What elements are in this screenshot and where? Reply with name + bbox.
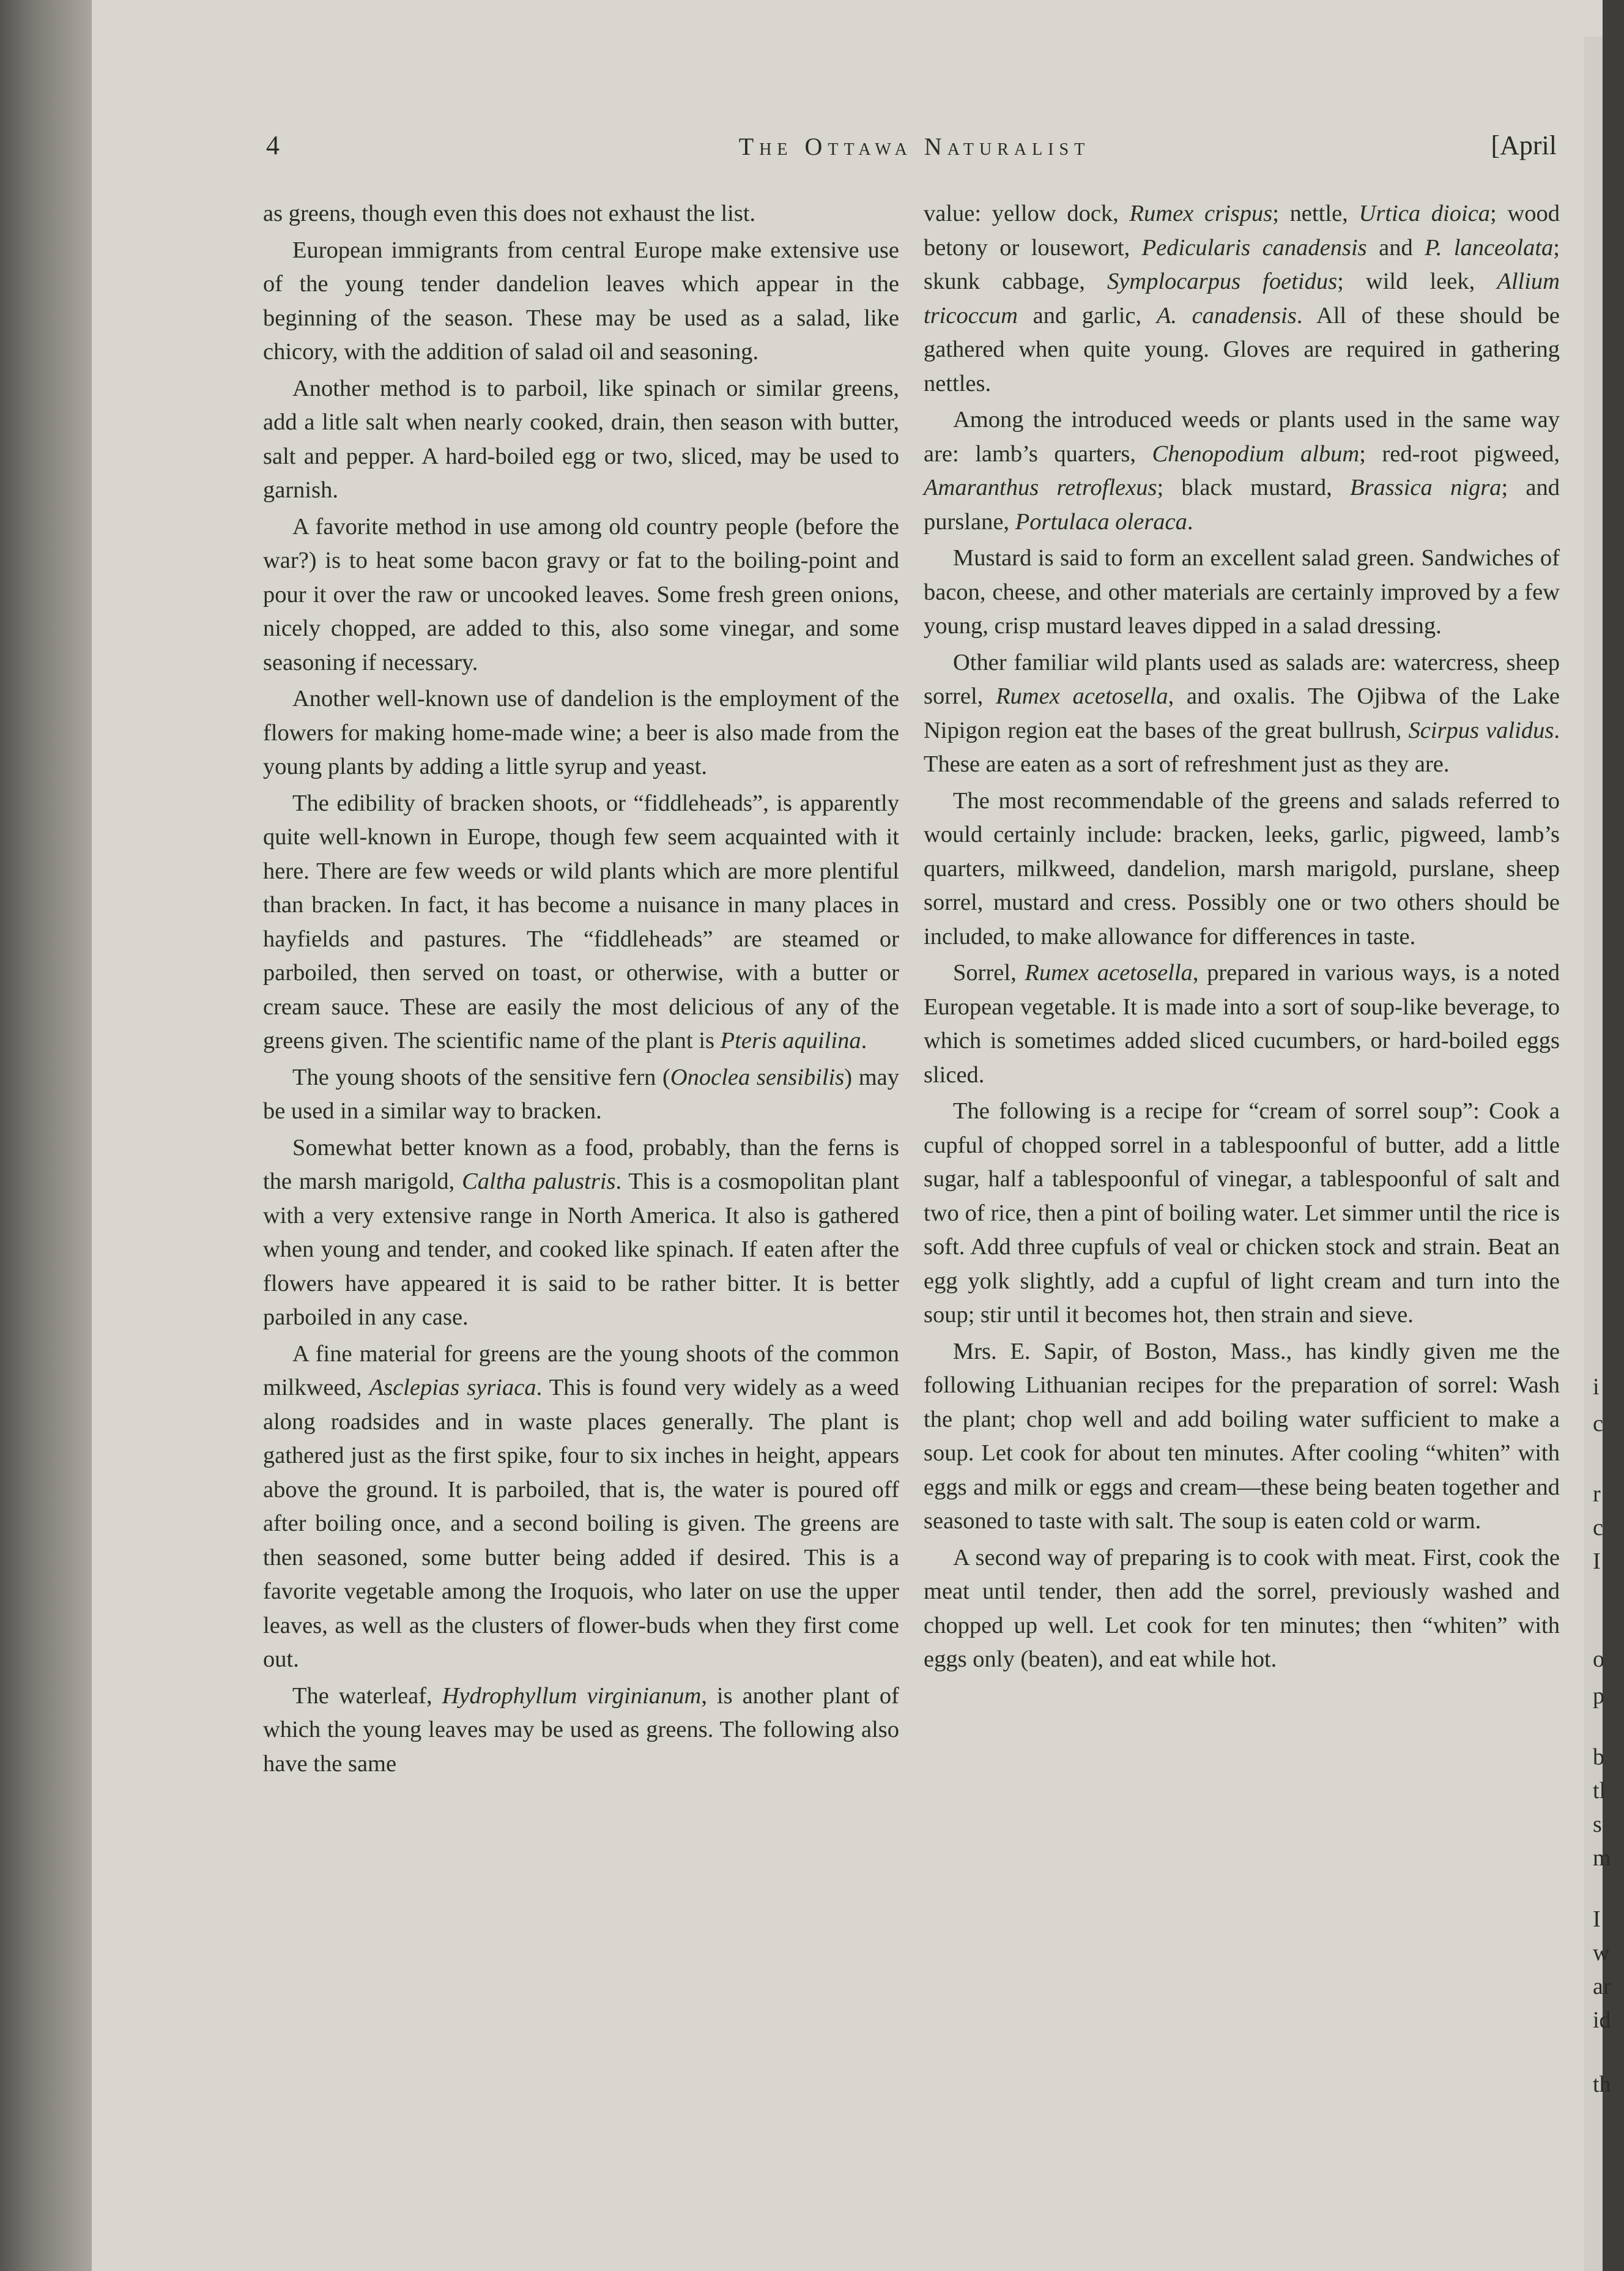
paragraph: [263, 1131, 899, 1335]
paragraph: [924, 1541, 1560, 1677]
text-run: Sorrel,: [953, 960, 1025, 986]
running-header: [266, 130, 1563, 173]
text-run: Another method is to parboil, like spinach or similar greens, add a litle salt when nearly cooked, drain, then season with butter, salt and pepper. A hard-boiled egg or two, sliced, may be used to garnish.: [263, 375, 899, 503]
margin-fragment: r: [1593, 1481, 1601, 1507]
species-name: Caltha palustris: [462, 1169, 616, 1194]
margin-fragment: s: [1593, 1812, 1602, 1837]
species-name: Brassica nigra: [1349, 475, 1502, 500]
paragraph: [924, 956, 1560, 1092]
right-column: [924, 197, 1560, 2240]
text-run: The waterleaf,: [292, 1682, 442, 1709]
species-name: Amaranthus retroflexus: [924, 475, 1157, 500]
text-run: Somewhat better known as a food, probably, than the ferns is the marsh marigold,: [263, 1134, 899, 1194]
paragraph: [924, 541, 1560, 644]
text-run: Mustard is said to form an excellent salad green. Sandwiches of bacon, cheese, and other materials are certainly improved by a few young, crisp mustard leaves dipped in a salad dressing.: [924, 545, 1560, 639]
paragraph: [263, 1337, 899, 1677]
text-run: value: yellow dock,: [924, 201, 1130, 226]
text-run: . This is found very widely as a weed along roadsides and in waste places generally. The plant is gathered just as the first spike, four to six inches in height, appears above the ground. It is parboiled, that is, the water is poured off after boiling once, and a second boiling is given. The greens are then seasoned, some butter being added if desired. This is a favorite vegetable among the Iroquois, who later on use the upper leaves, as well as the clusters of flower-buds when they first come out.: [263, 1375, 900, 1672]
text-run: ; red-root pigweed,: [1359, 440, 1560, 467]
species-name: A. canadensis: [1156, 302, 1297, 329]
text-run: . These are eaten as a sort of refreshment just as they are.: [924, 717, 1560, 777]
species-name: Asclepias syriaca: [369, 1375, 536, 1400]
paragraph: [263, 682, 899, 784]
text-run: ; and purslane,: [924, 475, 1560, 535]
margin-fragment: id: [1593, 2007, 1611, 2033]
margin-fragment: p: [1593, 1683, 1604, 1709]
margin-fragment: I: [1593, 1906, 1601, 1932]
text-run: , prepared in various ways, is a noted European vegetable. It is made into a sort of soup-like beverage, to which is sometimes added sliced cucumbers, or hard-boiled eggs sliced.: [924, 960, 1560, 1088]
margin-fragment: w: [1593, 1940, 1610, 1966]
paragraph: [924, 1095, 1560, 1332]
text-run: Another well-known use of dandelion is the employment of the flowers for making home-made wine; a beer is also made from the young plants by adding a little syrup and yeast.: [263, 686, 899, 779]
margin-fragment: b: [1593, 1744, 1604, 1770]
paragraph: [924, 646, 1560, 782]
species-name: Rumex acetosella: [996, 683, 1168, 709]
margin-fragment: th: [1593, 2072, 1611, 2097]
paragraph: [263, 372, 899, 508]
margin-fragment: I: [1593, 1548, 1601, 1574]
next-page-fragments: [1589, 0, 1624, 2271]
species-name: Scirpus validus: [1408, 717, 1554, 743]
species-name: Chenopodium album: [1152, 440, 1360, 467]
margin-fragment: c: [1593, 1411, 1603, 1437]
paragraph: [263, 234, 899, 370]
margin-fragment: tl: [1593, 1778, 1606, 1804]
species-name: P. lanceolata: [1425, 234, 1554, 261]
text-run: European immigrants from central Europe make extensive use of the young tender dandelion leaves which appear in the beginning of the season. These may be used as a salad, like chicory, with the addition of salad oil and seasoning.: [263, 237, 899, 365]
paragraph: [263, 510, 899, 680]
text-run: A second way of preparing is to cook with meat. First, cook the meat until tender, then add the sorrel, previously washed and chopped up well. Let cook for ten minutes; then “whiten” with eggs only (beaten), and eat while hot.: [924, 1544, 1560, 1672]
text-run: .: [1187, 508, 1193, 535]
text-run: ; black mustard,: [1157, 475, 1350, 500]
paragraph: [924, 784, 1560, 954]
text-run: and: [1366, 234, 1425, 261]
text-run: ; wild leek,: [1337, 269, 1497, 294]
paragraph: [263, 197, 899, 231]
text-run: , and oxalis. The Ojibwa of the Lake Nipigon region eat the bases of the great bullrush,: [924, 683, 1560, 743]
species-name: Rumex crispus: [1129, 201, 1273, 226]
species-name: Portulaca oleraca: [1015, 508, 1187, 535]
text-run: The following is a recipe for “cream of sorrel soup”: Cook a cupful of chopped sorrel in a tablespoonful of butter, add a little sugar, half a tablespoonful of vinegar, a tablespoonful of salt and two of rice, then a pint of boiling water. Let simmer until the rice is soft. Add three cupfuls of veal or chicken stock and strain. Beat an egg yolk slightly, add a cupful of light cream and turn into the soup; stir until it becomes hot, then strain and sieve.: [924, 1098, 1560, 1328]
text-run: ) may be used in a similar way to bracken.: [263, 1064, 900, 1124]
paragraph: [924, 403, 1560, 539]
species-name: Allium tricoccum: [924, 269, 1560, 329]
text-run: The young shoots of the sensitive fern (: [292, 1064, 670, 1090]
text-run: .: [861, 1028, 867, 1054]
species-name: Onoclea sensibilis: [670, 1064, 845, 1090]
text-run: The edibility of bracken shoots, or “fiddleheads”, is apparently quite well-known in Europe, though few seem acquainted with it here. There are few weeds or wild plants which are more plentiful than bracken. In fact, it has become a nuisance in many places in hayfields and pastures. The “fiddleheads” are steamed or parboiled, then served on toast, or otherwise, with a butter or cream sauce. These are easily the most delicious of any of the greens given. The scientific name of the plant is: [263, 790, 899, 1054]
text-run: ; wood betony or lousewort,: [924, 201, 1560, 261]
text-run: Other familiar wild plants used as salads are: watercress, sheep sorrel,: [924, 649, 1560, 709]
species-name: Rumex acetosella: [1025, 960, 1193, 986]
species-name: Pedicularis canadensis: [1141, 234, 1367, 261]
text-run: A fine material for greens are the young shoots of the common milkweed,: [263, 1340, 899, 1400]
margin-fragment: c: [1593, 1515, 1603, 1541]
issue-month: [April: [1491, 130, 1557, 160]
text-run: The most recommendable of the greens and salads referred to would certainly include: bracken, leeks, garlic, pigweed, lamb’s quarters, milkweed, dandelion, marsh marigold, purslane, sheep sorrel, mustard and cress. Possibly one or two others should be included, to make allowance for differences in taste.: [924, 787, 1560, 950]
text-run: . This is a cosmopolitan plant with a very extensive range in North America. It also is gathered when young and tender, and cooked like spinach. If eaten after the flowers have appeared it is said to be rather bitter. It is better parboiled in any case.: [263, 1169, 900, 1330]
margin-fragment: ar: [1593, 1974, 1611, 1999]
left-column: [263, 197, 899, 2240]
text-run: . All of these should be gathered when quite young. Gloves are required in gathering nettles.: [924, 302, 1560, 396]
paragraph: [263, 787, 899, 1058]
paragraph: [924, 197, 1560, 401]
journal-title: The Ottawa Naturalist: [738, 133, 1091, 160]
species-name: Pteris aquilina: [720, 1028, 861, 1054]
margin-fragment: m: [1593, 1845, 1611, 1871]
paragraph: [924, 1335, 1560, 1539]
text-run: , is another plant of which the young leaves may be used as greens. The following also have the same: [263, 1682, 900, 1777]
species-name: Hydrophyllum virginianum: [442, 1682, 702, 1709]
species-name: Symplocarpus foetidus: [1107, 269, 1338, 294]
species-name: Urtica dioica: [1359, 201, 1491, 226]
margin-fragment: o: [1593, 1646, 1604, 1672]
paragraph: [263, 1679, 899, 1782]
text-run: A favorite method in use among old country people (before the war?) is to heat some bacon gravy or fat to the boiling-point and pour it over the raw or uncooked leaves. Some fresh green onions, nicely chopped, are added to this, also some vinegar, and some seasoning if necessary.: [263, 513, 899, 675]
text-run: ; nettle,: [1272, 201, 1359, 226]
page-number: 4: [266, 130, 280, 160]
margin-fragment: i: [1593, 1374, 1600, 1400]
text-run: as greens, though even this does not exhaust the list.: [263, 201, 756, 226]
text-run: ; skunk cabbage,: [924, 234, 1560, 294]
text-run: and garlic,: [1017, 302, 1157, 329]
scan-edge-left: [0, 0, 92, 2271]
paragraph: [263, 1061, 899, 1129]
text-run: Among the introduced weeds or plants used in the same way are: lamb’s quarters,: [924, 407, 1560, 467]
text-run: Mrs. E. Sapir, of Boston, Mass., has kindly given me the following Lithuanian recipes for the preparation of sorrel: Wash the plant; chop well and add boiling water sufficient to make a soup. Let cook for about ten minutes. After cooling “whiten” with eggs and milk or eggs and cream—these being beaten together and seasoned to taste with salt. The soup is eaten cold or warm.: [924, 1338, 1560, 1534]
